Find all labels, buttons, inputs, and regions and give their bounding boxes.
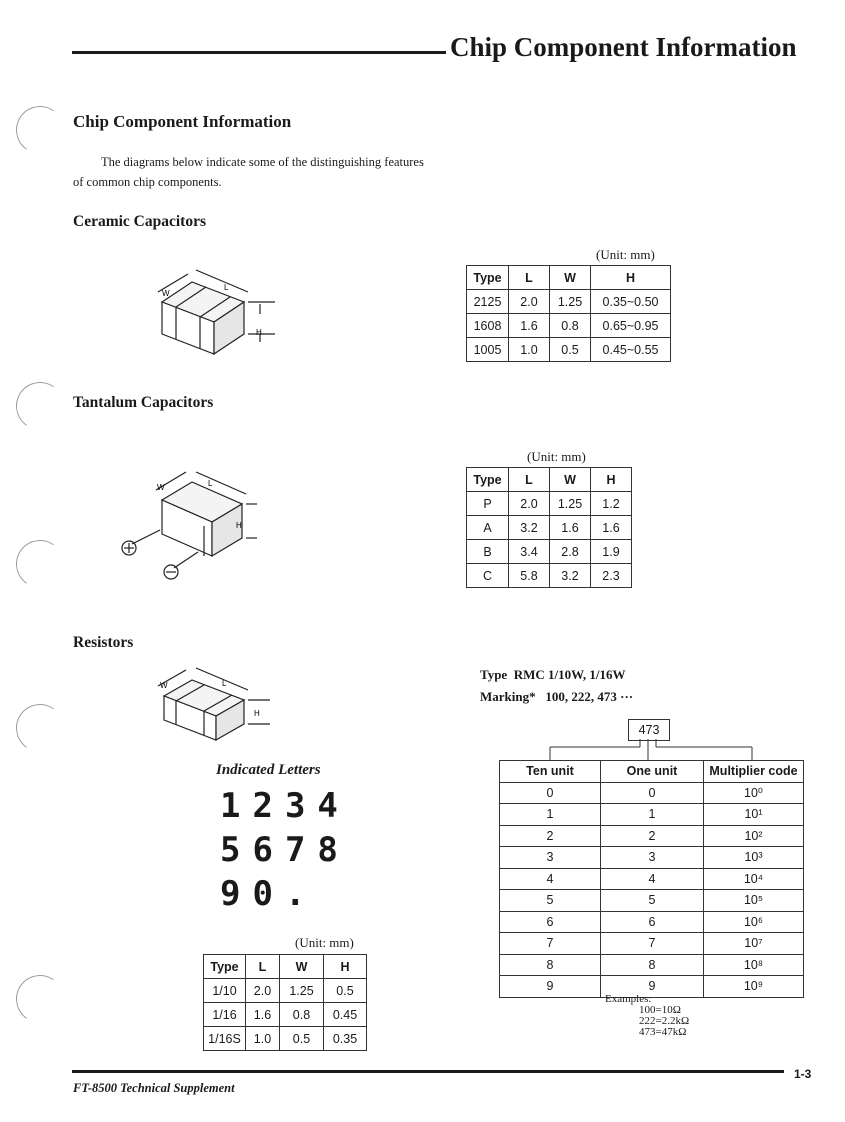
col-header: L bbox=[509, 266, 550, 290]
cell: 0.5 bbox=[550, 338, 591, 362]
cell: 0 bbox=[601, 782, 704, 804]
cell: 1.25 bbox=[280, 979, 324, 1003]
type-label: Type bbox=[480, 667, 508, 682]
cell: 1.25 bbox=[550, 492, 591, 516]
cell: 1.2 bbox=[591, 492, 632, 516]
cell: 1.6 bbox=[550, 516, 591, 540]
cell: 6 bbox=[601, 911, 704, 933]
marking-label: Marking* bbox=[480, 689, 536, 704]
cell: 2125 bbox=[467, 290, 509, 314]
binder-hole bbox=[12, 971, 68, 1027]
cell: 10⁶ bbox=[704, 911, 804, 933]
table-row bbox=[467, 492, 632, 516]
tantalum-table bbox=[466, 467, 632, 588]
cell: C bbox=[467, 564, 509, 588]
cell: 5.8 bbox=[509, 564, 550, 588]
table-row bbox=[500, 933, 804, 955]
marking-value: 100, 222, 473 ··· bbox=[545, 689, 634, 704]
cell: 2 bbox=[601, 825, 704, 847]
l-label: L bbox=[224, 283, 229, 292]
cell: 7 bbox=[500, 933, 601, 955]
cell: 7 bbox=[601, 933, 704, 955]
table-row bbox=[467, 516, 632, 540]
table-row bbox=[500, 890, 804, 912]
h-label: H bbox=[254, 709, 260, 718]
cell: 0.65~0.95 bbox=[591, 314, 671, 338]
indicated-letters-row: 1234 bbox=[220, 786, 350, 826]
cell: 9 bbox=[601, 976, 704, 998]
table-row bbox=[204, 1003, 367, 1027]
resistors-title: Resistors bbox=[73, 634, 134, 651]
col-header: Type bbox=[467, 266, 509, 290]
cell: 10¹ bbox=[704, 804, 804, 826]
cell: 1608 bbox=[467, 314, 509, 338]
cell: 2.0 bbox=[246, 979, 280, 1003]
indicated-letters-row: 90. bbox=[220, 874, 318, 914]
cell: 5 bbox=[500, 890, 601, 912]
col-header: L bbox=[246, 955, 280, 979]
code-example-box: 473 bbox=[628, 719, 670, 741]
marking-line bbox=[480, 689, 633, 705]
cell: 1/10 bbox=[204, 979, 246, 1003]
resistor-diagram bbox=[140, 660, 280, 744]
cell: 10² bbox=[704, 825, 804, 847]
cell: 1.0 bbox=[509, 338, 550, 362]
cell: 4 bbox=[601, 868, 704, 890]
type-value: RMC 1/10W, 1/16W bbox=[513, 667, 626, 682]
cell: 1 bbox=[601, 804, 704, 826]
ceramic-table bbox=[466, 265, 671, 362]
cell: 0 bbox=[500, 782, 601, 804]
resistor-size-table bbox=[203, 954, 367, 1051]
unit-label: (Unit: mm) bbox=[596, 247, 655, 262]
cell: 2.0 bbox=[509, 492, 550, 516]
l-label: L bbox=[222, 679, 227, 688]
cell: 0.5 bbox=[280, 1027, 324, 1051]
example-item: 222=2.2kΩ bbox=[639, 1015, 690, 1027]
cell: 10³ bbox=[704, 847, 804, 869]
cell: 1.6 bbox=[591, 516, 632, 540]
h-label: H bbox=[236, 521, 242, 530]
cell: P bbox=[467, 492, 509, 516]
cell: 3 bbox=[601, 847, 704, 869]
cell: 3.2 bbox=[509, 516, 550, 540]
col-header: H bbox=[591, 266, 671, 290]
code-bracket-lines bbox=[540, 739, 760, 761]
section-title: Chip Component Information bbox=[73, 112, 292, 131]
cell: 3 bbox=[500, 847, 601, 869]
cell: 5 bbox=[601, 890, 704, 912]
cell: 10⁹ bbox=[704, 976, 804, 998]
unit-label: (Unit: mm) bbox=[527, 449, 586, 464]
table-row bbox=[500, 782, 804, 804]
cell: 0.8 bbox=[280, 1003, 324, 1027]
col-header: H bbox=[324, 955, 367, 979]
w-label: W bbox=[160, 681, 168, 690]
l-label: L bbox=[208, 479, 213, 488]
table-row bbox=[500, 868, 804, 890]
intro-text: The diagrams below indicate some of the distinguishing features of common chip components. bbox=[73, 155, 424, 189]
tantalum-capacitor-diagram bbox=[112, 468, 262, 584]
table-row bbox=[467, 314, 671, 338]
h-label: H bbox=[256, 328, 262, 337]
page-number: 1-3 bbox=[794, 1067, 812, 1081]
cell: 8 bbox=[500, 954, 601, 976]
cell: 0.45 bbox=[324, 1003, 367, 1027]
col-header: Multiplier code bbox=[704, 761, 804, 783]
cell: 2.8 bbox=[550, 540, 591, 564]
col-header: H bbox=[591, 468, 632, 492]
binder-hole bbox=[12, 536, 68, 592]
cell: 1.6 bbox=[509, 314, 550, 338]
cell: 10⁴ bbox=[704, 868, 804, 890]
binder-hole bbox=[12, 700, 68, 756]
col-header: Ten unit bbox=[500, 761, 601, 783]
table-row bbox=[500, 825, 804, 847]
table-row bbox=[204, 1027, 367, 1051]
cell: 10⁸ bbox=[704, 954, 804, 976]
cell: 0.5 bbox=[324, 979, 367, 1003]
cell: 9 bbox=[500, 976, 601, 998]
document-title: FT-8500 Technical Supplement bbox=[73, 1081, 235, 1095]
cell: 10⁷ bbox=[704, 933, 804, 955]
cell: 1/16S bbox=[204, 1027, 246, 1051]
type-line bbox=[480, 667, 626, 683]
table-row bbox=[500, 954, 804, 976]
examples-label: Examples: bbox=[605, 993, 652, 1005]
cell: 0.35 bbox=[324, 1027, 367, 1051]
examples-block bbox=[605, 994, 689, 1038]
col-header: L bbox=[509, 468, 550, 492]
table-row bbox=[467, 290, 671, 314]
indicated-letters-row: 5678 bbox=[220, 830, 350, 870]
page-title: Chip Component Information bbox=[450, 32, 797, 62]
cell: B bbox=[467, 540, 509, 564]
col-header: Type bbox=[204, 955, 246, 979]
cell: 0.35~0.50 bbox=[591, 290, 671, 314]
marking-code-table bbox=[499, 760, 804, 998]
cell: 2.3 bbox=[591, 564, 632, 588]
cell: 1.0 bbox=[246, 1027, 280, 1051]
header-rule bbox=[72, 51, 446, 54]
col-header: W bbox=[550, 468, 591, 492]
w-label: W bbox=[162, 289, 170, 298]
cell: 2.0 bbox=[509, 290, 550, 314]
cell: 1005 bbox=[467, 338, 509, 362]
cell: 1/16 bbox=[204, 1003, 246, 1027]
cell: 10⁰ bbox=[704, 782, 804, 804]
cell: 4 bbox=[500, 868, 601, 890]
table-row bbox=[467, 564, 632, 588]
binder-hole bbox=[12, 378, 68, 434]
cell: 3.2 bbox=[550, 564, 591, 588]
table-row bbox=[500, 804, 804, 826]
ceramic-capacitor-diagram bbox=[140, 262, 280, 362]
col-header: W bbox=[280, 955, 324, 979]
footer-rule bbox=[72, 1070, 784, 1073]
w-label: W bbox=[157, 483, 165, 492]
cell: 0.8 bbox=[550, 314, 591, 338]
tantalum-title: Tantalum Capacitors bbox=[73, 394, 214, 411]
cell: 6 bbox=[500, 911, 601, 933]
unit-label: (Unit: mm) bbox=[295, 935, 354, 950]
example-item: 473=47kΩ bbox=[639, 1026, 687, 1038]
table-row bbox=[500, 847, 804, 869]
col-header: One unit bbox=[601, 761, 704, 783]
intro-paragraph bbox=[73, 152, 433, 192]
cell: 2 bbox=[500, 825, 601, 847]
table-row bbox=[467, 338, 671, 362]
indicated-letters-title: Indicated Letters bbox=[216, 762, 321, 778]
cell: 1.6 bbox=[246, 1003, 280, 1027]
example-item: 100=10Ω bbox=[639, 1004, 681, 1016]
table-row bbox=[204, 979, 367, 1003]
cell: A bbox=[467, 516, 509, 540]
table-row bbox=[500, 911, 804, 933]
table-row bbox=[467, 540, 632, 564]
cell: 1 bbox=[500, 804, 601, 826]
cell: 8 bbox=[601, 954, 704, 976]
cell: 1.25 bbox=[550, 290, 591, 314]
cell: 0.45~0.55 bbox=[591, 338, 671, 362]
col-header: W bbox=[550, 266, 591, 290]
ceramic-title: Ceramic Capacitors bbox=[73, 213, 206, 230]
cell: 10⁵ bbox=[704, 890, 804, 912]
col-header: Type bbox=[467, 468, 509, 492]
cell: 1.9 bbox=[591, 540, 632, 564]
binder-hole bbox=[12, 102, 68, 158]
cell: 3.4 bbox=[509, 540, 550, 564]
